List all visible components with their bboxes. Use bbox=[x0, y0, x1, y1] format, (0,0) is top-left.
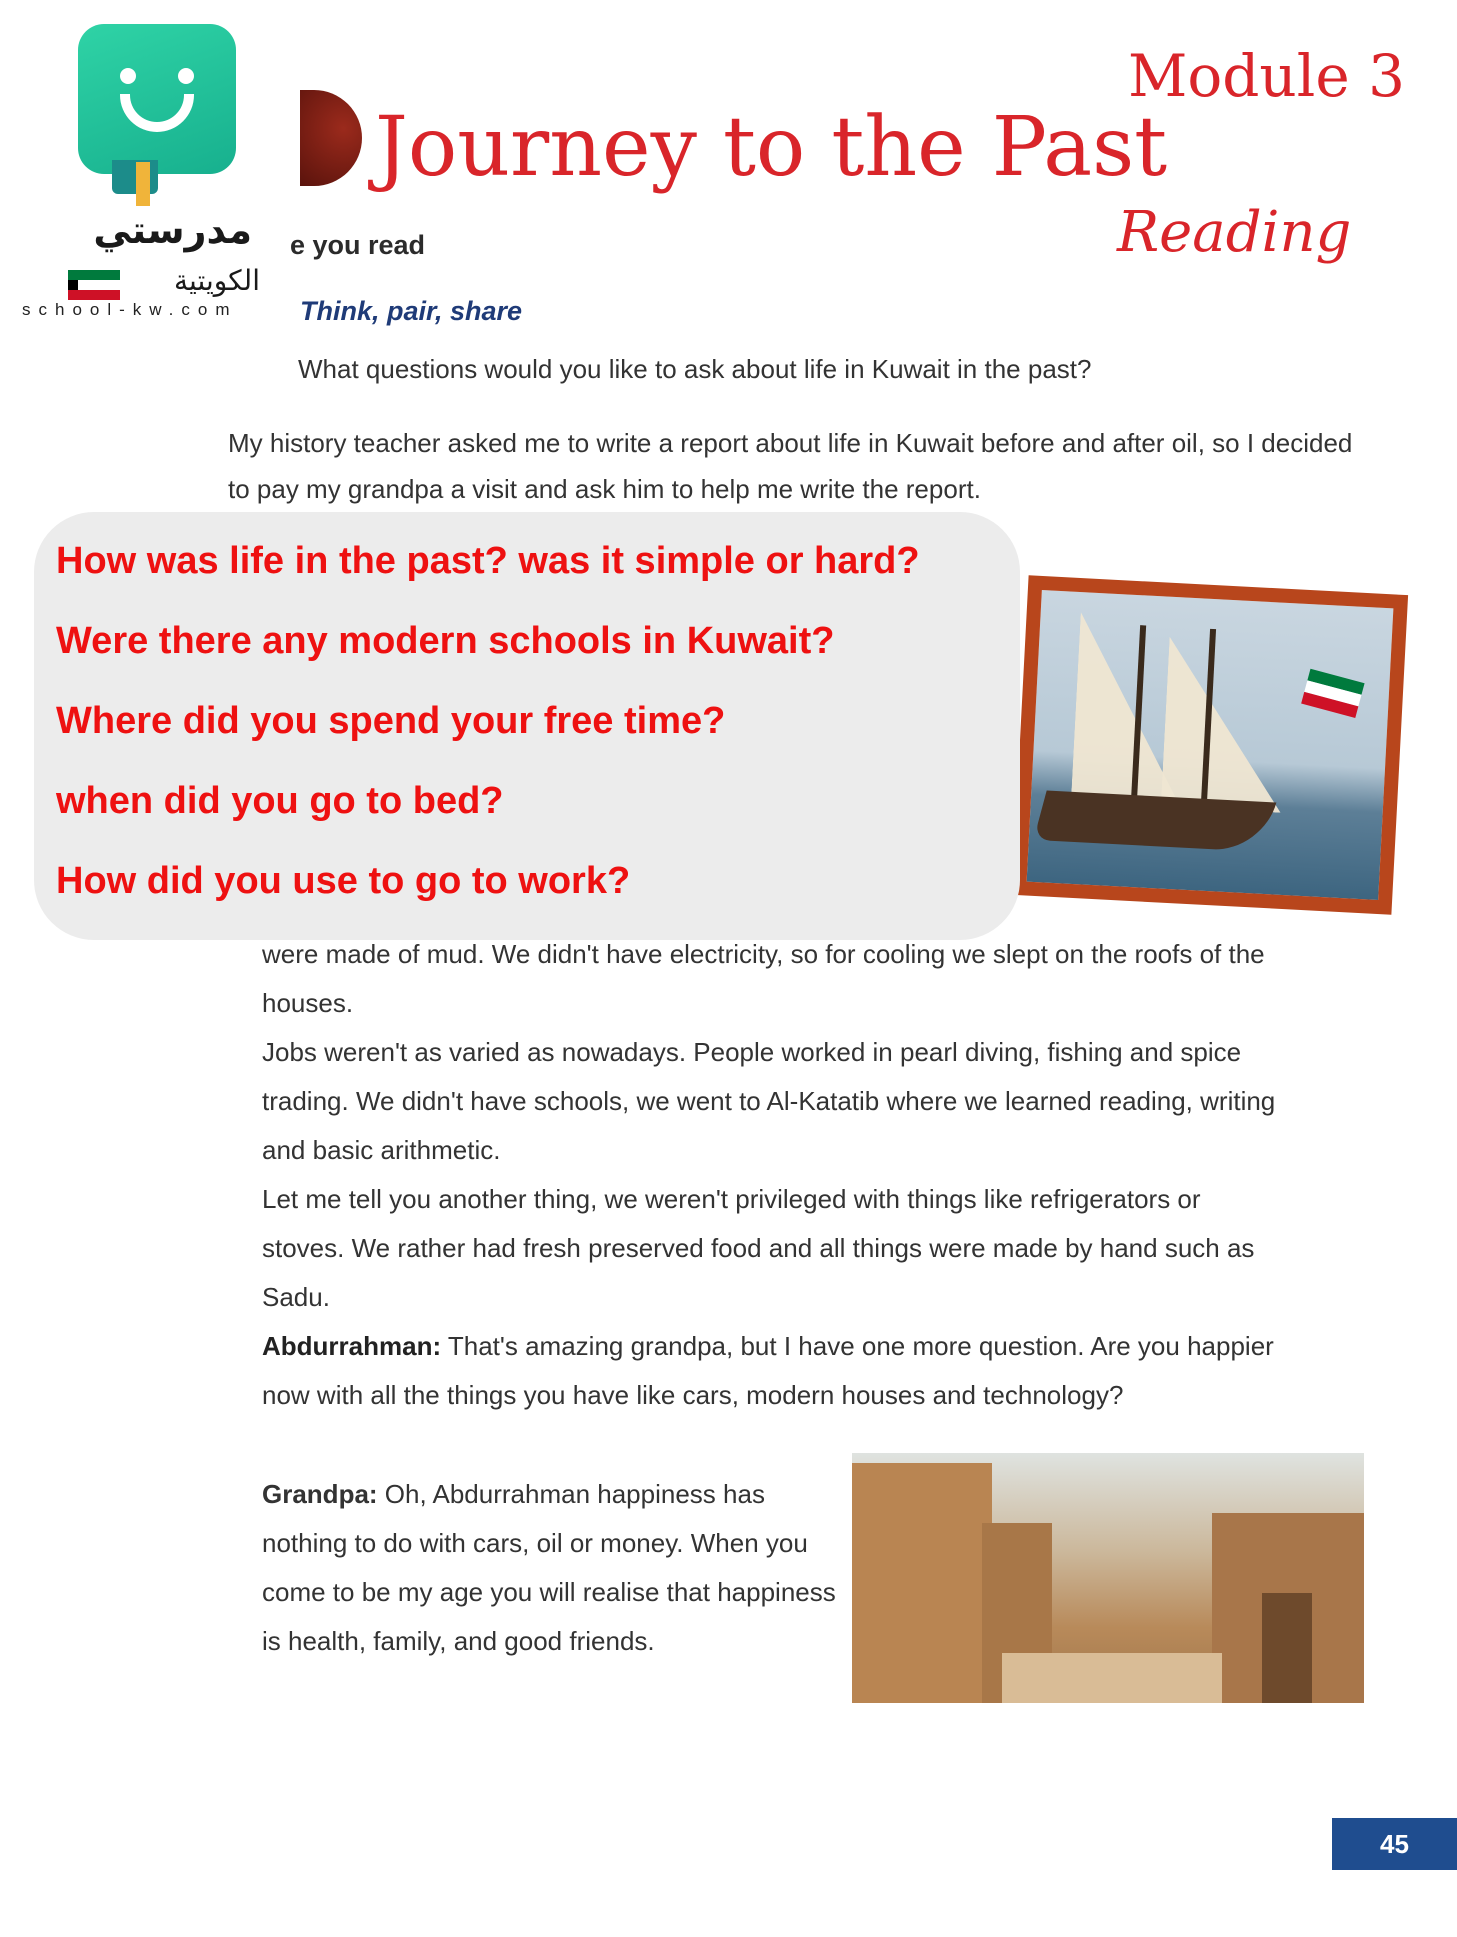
overlay-question: Where did you spend your free time? bbox=[56, 700, 726, 742]
school-logo bbox=[78, 24, 236, 174]
doorway bbox=[1262, 1593, 1312, 1703]
dialogue-text: Oh, Abdurrahman happiness has nothing to do with cars, oil or money. When you come to be my age you will realise that happiness is health, family, and good friends. bbox=[262, 1479, 836, 1656]
logo-eye-right bbox=[178, 68, 194, 84]
speaker-name: Grandpa: bbox=[262, 1479, 378, 1509]
section-label: Reading bbox=[1117, 200, 1352, 265]
before-reading-heading: e you read bbox=[290, 230, 426, 260]
overlay-question: How did you use to go to work? bbox=[56, 860, 631, 902]
logo-pen-icon bbox=[136, 162, 150, 206]
mud-houses-photo bbox=[852, 1453, 1364, 1703]
kuwait-flag-icon bbox=[68, 270, 120, 300]
overlay-question: How was life in the past? was it simple or hard? bbox=[56, 540, 920, 582]
logo-eye-left bbox=[120, 68, 136, 84]
dhow-photo bbox=[1012, 575, 1408, 914]
speaker-name: Abdurrahman: bbox=[262, 1331, 442, 1361]
body-paragraph: Let me tell you another thing, we weren't privileged with things like refrigerators or stoves. We rather had fresh preserved food and all things were made by hand such as Sadu. bbox=[262, 1184, 1255, 1312]
logo-arabic-sub: الكويتية bbox=[174, 264, 260, 297]
logo-url: school-kw.com bbox=[22, 300, 238, 319]
building bbox=[852, 1463, 992, 1703]
kuwait-flag-icon bbox=[1301, 669, 1364, 718]
dhow-hull bbox=[1033, 791, 1276, 852]
activity-heading: Think, pair, share bbox=[300, 296, 523, 326]
logo-smile bbox=[120, 94, 194, 132]
dialogue-grandpa bbox=[262, 1470, 852, 1666]
dialogue-abdurrahman bbox=[262, 1322, 1282, 1420]
logo-tail bbox=[112, 160, 158, 194]
path bbox=[1002, 1653, 1222, 1703]
body-paragraph: were made of mud. We didn't have electricity, so for cooling we slept on the roofs of the houses. bbox=[262, 939, 1265, 1018]
page-number: 45 bbox=[1332, 1818, 1457, 1870]
logo-arabic-name: مدرستي bbox=[93, 208, 252, 252]
overlay-question: Were there any modern schools in Kuwait? bbox=[56, 620, 835, 662]
dialogue-text: That's amazing grandpa, but I have one more question. Are you happier now with all the things you have like cars, modern houses and technology? bbox=[262, 1331, 1274, 1410]
module-label: Module 3 bbox=[1128, 42, 1406, 110]
activity-question: What questions would you like to ask about life in Kuwait in the past? bbox=[298, 354, 1092, 384]
sail bbox=[1161, 637, 1290, 813]
page-title: Journey to the Past bbox=[375, 100, 1168, 195]
overlay-question: when did you go to bed? bbox=[56, 780, 504, 822]
intro-paragraph: My history teacher asked me to write a report about life in Kuwait before and after oil, so I decided to pay my grandpa a visit and ask him to help me write the report. bbox=[228, 428, 1353, 504]
header-decoration bbox=[300, 90, 362, 186]
body-paragraph: Jobs weren't as varied as nowadays. People worked in pearl diving, fishing and spice trading. We didn't have schools, we went to Al-Katatib where we learned reading, writing and basic arithmetic. bbox=[262, 1037, 1276, 1165]
